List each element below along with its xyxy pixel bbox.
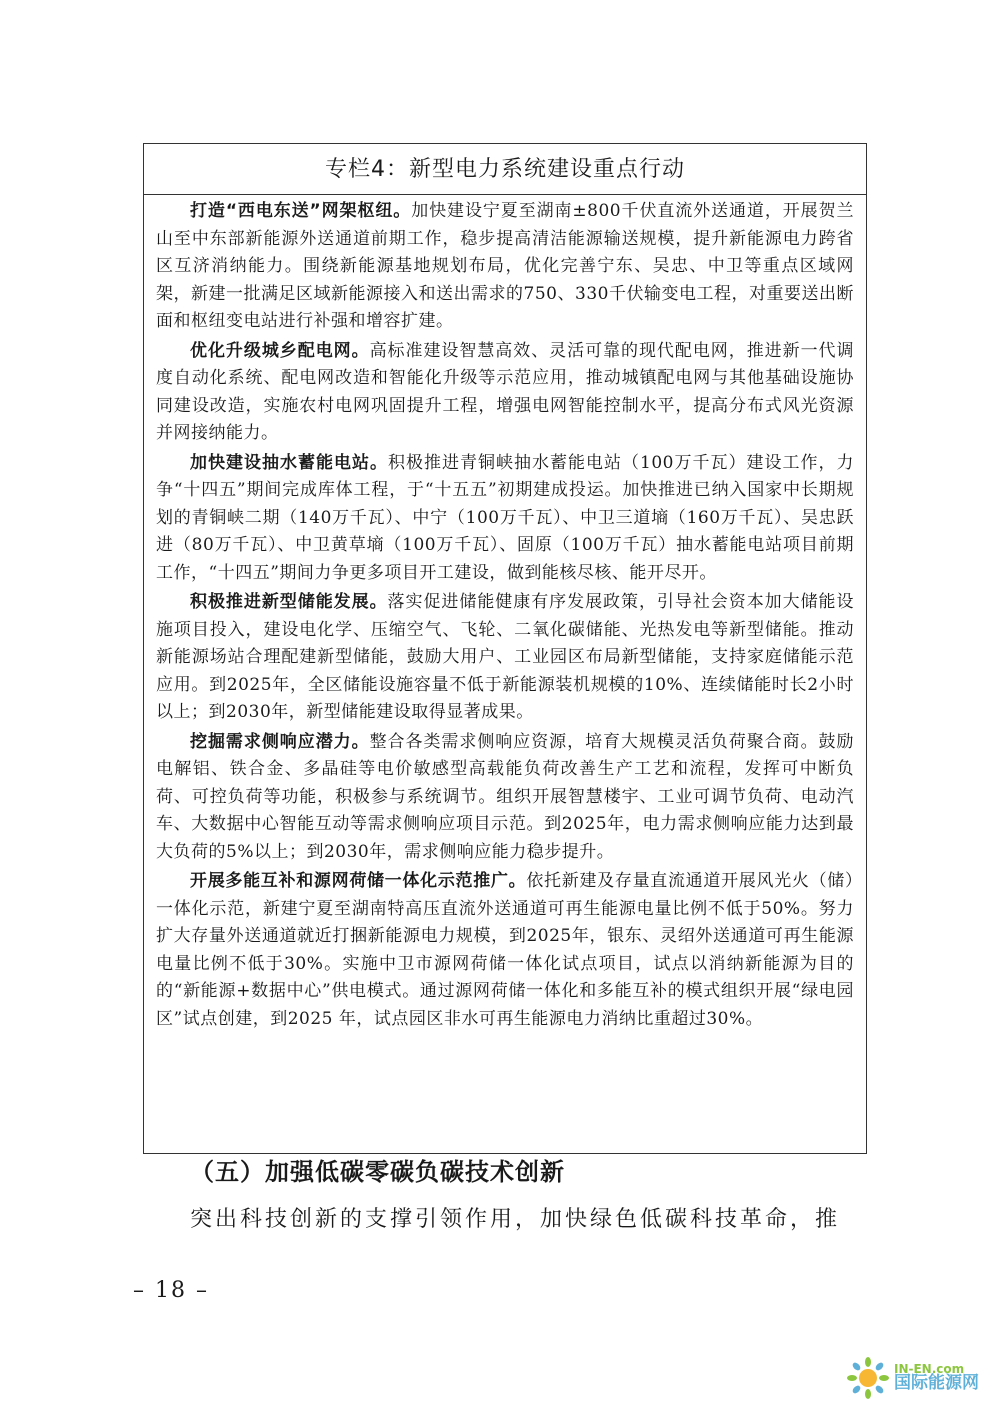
- feature-box: [143, 143, 867, 1154]
- box-title: 专栏4：新型电力系统建设重点行动: [144, 144, 866, 195]
- paragraph-text: 积极推进青铜峡抽水蓄能电站（100万千瓦）建设工作，力争“十四五”期间完成库体工程，于“十五五”初期建成投运。加快推进已纳入国家中长期规划的青铜峡二期（140万千瓦）、中宁（100万千瓦）、中卫三道墒（160万千瓦）、吴忠跃进（80万千瓦）、中卫黄草墒（100万千瓦）、固原（100万千瓦）抽水蓄能电站项目前期工作，“十四五”期间力争更多项目开工建设，做到能核尽核、能开尽开。: [156, 452, 854, 583]
- box-paragraph: [156, 729, 854, 867]
- paragraph-lead: 打造“西电东送”网架枢纽。: [190, 201, 412, 221]
- paragraph-lead: 加快建设抽水蓄能电站。: [190, 452, 389, 473]
- paragraph-text: 加快建设宁夏至湖南±800千伏直流外送通道，开展贺兰山至中东部新能源外送通道前期工作，稳步提高清洁能源输送规模，提升新能源电力跨省区互济消纳能力。围绕新能源基地规划布局，优化完善宁东、吴忠、中卫等重点区域网架，新建一批满足区域新能源接入和送出需求的750、330千伏输变电工程，对重要送出断面和枢纽变电站进行补强和增容扩建。: [156, 201, 854, 331]
- section-heading: （五）加强低碳零碳负碳技术创新: [190, 1158, 565, 1186]
- box-paragraph: [156, 589, 854, 727]
- section-text: 突出科技创新的支撑引领作用，加快绿色低碳科技革命，推: [190, 1207, 841, 1232]
- paragraph-text: 整合各类需求侧响应资源，培育大规模灵活负荷聚合商。鼓励电解铝、铁合金、多晶硅等电价敏感型高载能负荷改善生产工艺和流程，发挥可中断负荷、可控负荷等功能，积极参与系统调节。组织开展智慧楼宇、工业可调节负荷、电动汽车、大数据中心智能互动等需求侧响应项目示范。到2025年，电力需求侧响应能力达到最大负荷的5%以上；到2030年，需求侧响应能力稳步提升。: [156, 731, 855, 862]
- box-paragraph: [156, 338, 854, 448]
- paragraph-lead: 积极推进新型储能发展。: [190, 592, 388, 612]
- box-paragraph: [156, 868, 854, 1033]
- paragraph-lead: 优化升级城乡配电网。: [190, 340, 370, 361]
- box-body: [144, 195, 866, 1033]
- paragraph-lead: 开展多能互补和源网荷储一体化示范推广。: [190, 871, 527, 891]
- box-paragraph: [156, 198, 854, 336]
- watermark-en: IN-EN.com: [894, 1361, 965, 1376]
- sun-logo-icon: [846, 1356, 890, 1400]
- paragraph-text: 依托新建及存量直流通道开展风光火（储）一体化示范，新建宁夏至湖南特高压直流外送通道可再生能源电量比例不低于50%。努力扩大存量外送通道就近打捆新能源电力规模，到2025年，银东、灵绍外送通道可再生能源电量比例不低于30%。实施中卫市源网荷储一体化试点项目，试点以消纳新能源为目的的“新能源+数据中心”供电模式。通过源网荷储一体化和多能互补的模式组织开展“绿电园区”试点创建，到2025 年，试点园区非水可再生能源电力消纳比重超过30%。: [156, 871, 855, 1029]
- watermark-logo: [846, 1356, 979, 1400]
- watermark-text: [894, 1363, 979, 1393]
- box-paragraph: [156, 450, 854, 588]
- paragraph-text: 高标准建设智慧高效、灵活可靠的现代配电网，推进新一代调度自动化系统、配电网改造和智能化升级等示范应用，推动城镇配电网与其他基础设施协同建设改造，实施农村电网巩固提升工程，增强电网智能控制水平，提高分布式风光资源并网接纳能力。: [156, 340, 855, 443]
- page-number: – 18 –: [133, 1278, 209, 1303]
- paragraph-text: 落实促进储能健康有序发展政策，引导社会资本加大储能设施项目投入，建设电化学、压缩空气、飞轮、二氧化碳储能、光热发电等新型储能。推动新能源场站合理配建新型储能，鼓励大用户、工业园区布局新型储能，支持家庭储能示范应用。到2025年，全区储能设施容量不低于新能源装机规模的10%、连续储能时长2小时以上；到2030年，新型储能建设取得显著成果。: [156, 592, 855, 722]
- paragraph-lead: 挖掘需求侧响应潜力。: [190, 731, 370, 752]
- watermark-cn: 国际能源网: [894, 1373, 979, 1394]
